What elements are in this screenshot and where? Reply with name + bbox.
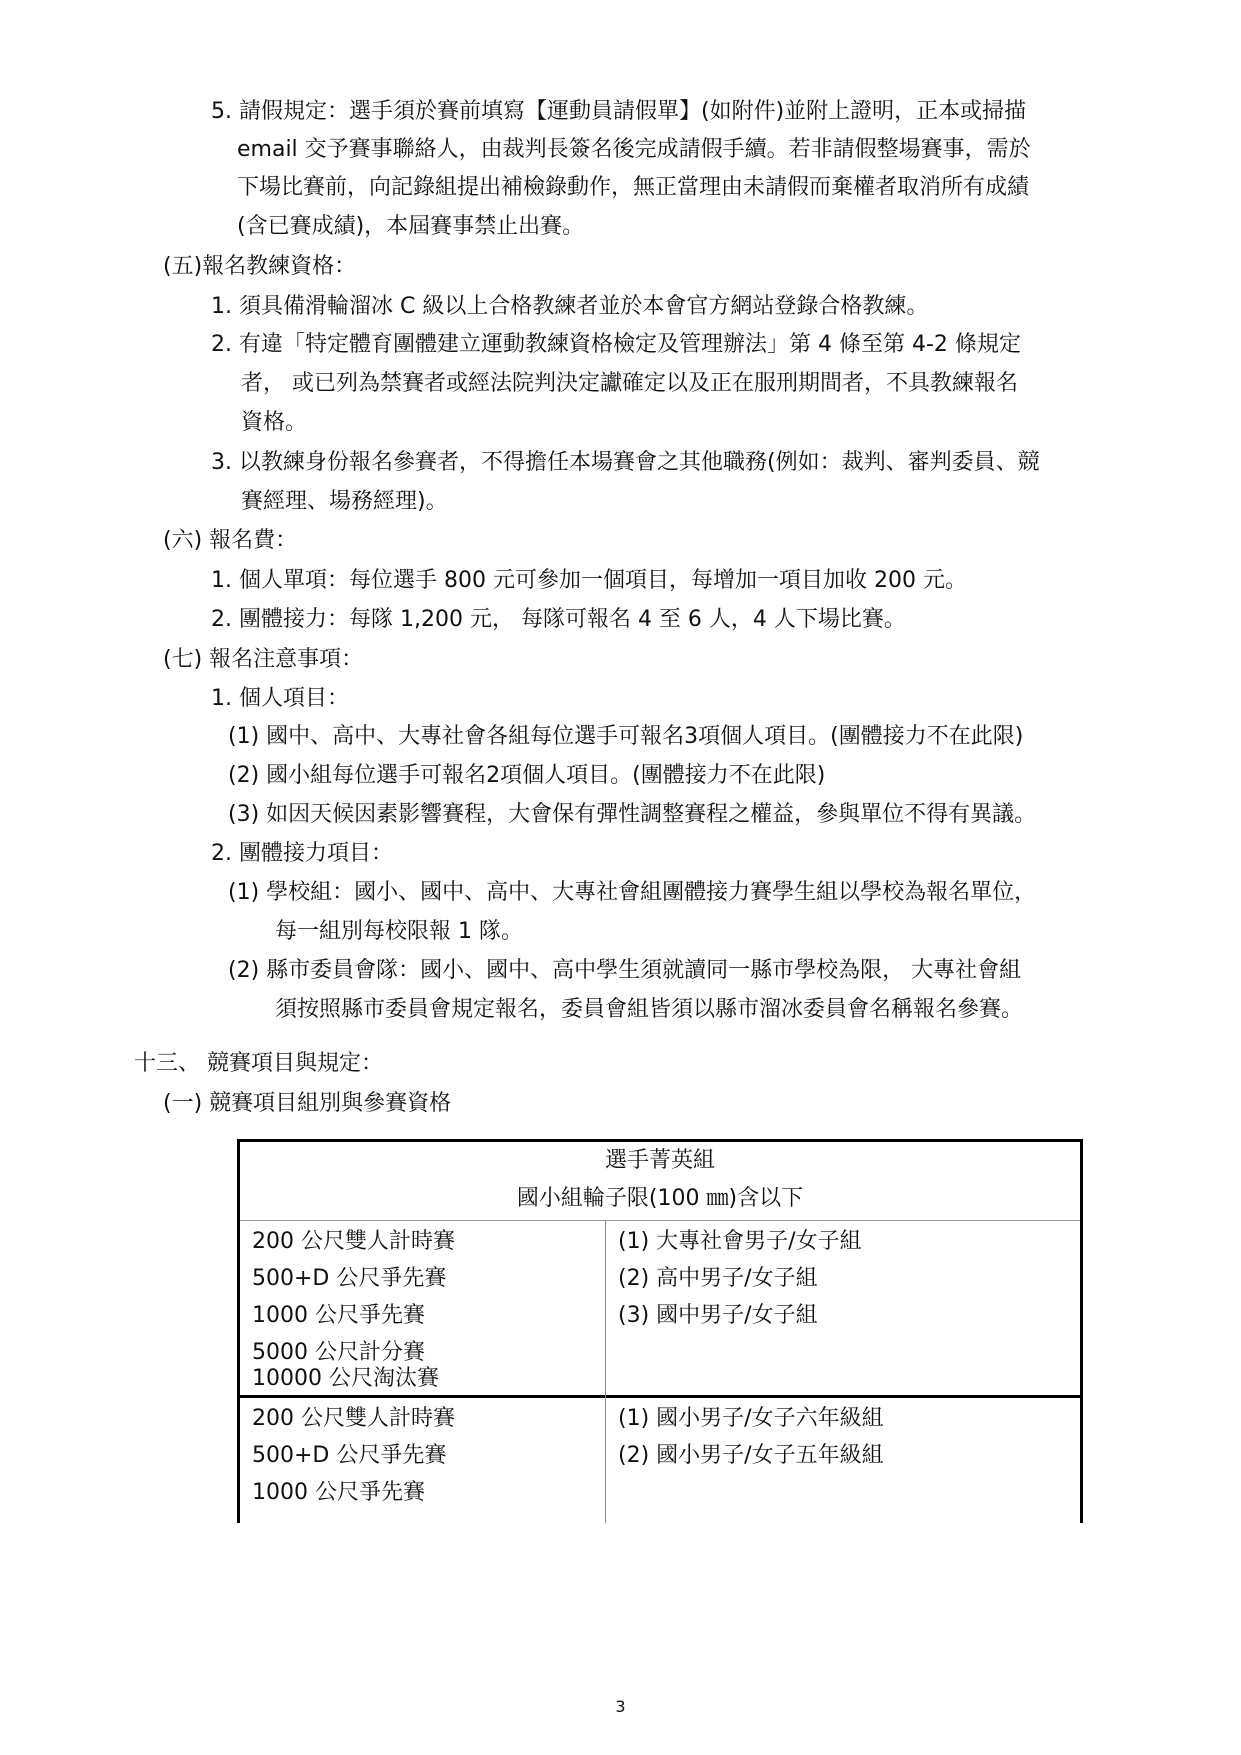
table-header-divider	[240, 1220, 1080, 1221]
notice-relay-2-line-2: 須按照縣市委員會規定報名，委員會組皆須以縣市溜冰委員會名稱報名參賽。	[275, 997, 1024, 1022]
chapter-13-heading: 十三、 競賽項目與規定：	[134, 1051, 383, 1076]
fee-item-2: 2. 團體接力：每隊 1,200 元， 每隊可報名 4 至 6 人，4 人下場比賽。	[211, 607, 906, 632]
coach-item-3-line-2: 賽經理、場務經理)。	[241, 489, 448, 514]
section-1-heading: (一) 競賽項目組別與參賽資格	[163, 1091, 452, 1116]
notice-relay-1-line-1: (1) 學校組：國小、國中、高中、大專社會組團體接力賽學生組以學校為報名單位，	[228, 880, 1037, 905]
table-group: (2) 高中男子/女子組	[618, 1266, 818, 1291]
table-header-title: 選手菁英組	[604, 1148, 715, 1173]
notice-individual-1: (1) 國中、高中、大專社會各組每位選手可報名3項個人項目。(團體接力不在此限)	[228, 724, 1024, 749]
notice-individual-3: (3) 如因天候因素影響賽程，大會保有彈性調整賽程之權益，參與單位不得有異議。	[228, 802, 1037, 827]
notice-relay-heading: 2. 團體接力項目：	[211, 841, 393, 866]
notice-relay-1-line-2: 每一組別每校限報 1 隊。	[275, 919, 523, 944]
notice-relay-2-line-1: (2) 縣市委員會隊：國小、國中、高中學生須就讀同一縣市學校為限， 大專社會組	[228, 958, 1022, 983]
events-table	[237, 1139, 1083, 1523]
table-event: 500+D 公尺爭先賽	[252, 1443, 447, 1468]
coach-item-1: 1. 須具備滑輪溜冰 C 級以上合格教練者並於本會官方網站登錄合格教練。	[211, 294, 929, 319]
rule-5-line-2: email 交予賽事聯絡人，由裁判長簽名後完成請假手續。若非請假整場賽事，需於	[237, 137, 1031, 162]
section-7-heading: (七) 報名注意事項：	[163, 647, 364, 672]
section-5-heading: (五)報名教練資格：	[163, 254, 357, 279]
rule-5-line-4: (含已賽成績)，本屆賽事禁止出賽。	[237, 214, 585, 239]
table-group: (3) 國中男子/女子組	[618, 1303, 818, 1328]
table-event: 1000 公尺爭先賽	[252, 1480, 425, 1505]
table-event: 10000 公尺淘汰賽	[252, 1366, 439, 1391]
notice-individual-heading: 1. 個人項目：	[211, 686, 349, 711]
table-group: (1) 國小男子/女子六年級組	[618, 1406, 884, 1431]
table-header-wheel-limit: 國小組輪子限(100 ㎜)含以下	[516, 1186, 804, 1211]
coach-item-2-line-1: 2. 有違「特定體育團體建立運動教練資格檢定及管理辦法」第 4 條至第 4-2 條規定	[211, 332, 1021, 357]
section-6-heading: (六) 報名費：	[163, 528, 298, 553]
fee-item-1: 1. 個人單項：每位選手 800 元可參加一個項目，每增加一項目加收 200 元。	[211, 568, 967, 593]
coach-item-2-line-2: 者， 或已列為禁賽者或經法院判決定讞確定以及正在服刑期間者，不具教練報名	[241, 371, 1018, 396]
table-event: 500+D 公尺爭先賽	[252, 1266, 447, 1291]
table-event: 1000 公尺爭先賽	[252, 1303, 425, 1328]
rule-5-line-1: 5. 請假規定：選手須於賽前填寫【運動員請假單】(如附件)並附上證明，正本或掃描	[211, 99, 1027, 124]
notice-individual-2: (2) 國小組每位選手可報名2項個人項目。(團體接力不在此限)	[228, 763, 826, 788]
coach-item-2-line-3: 資格。	[241, 410, 308, 435]
table-event: 5000 公尺計分賽	[252, 1340, 425, 1365]
table-event: 200 公尺雙人計時賽	[252, 1406, 455, 1431]
table-group: (1) 大專社會男子/女子組	[618, 1229, 862, 1254]
page-number: 3	[615, 1697, 626, 1716]
table-event: 200 公尺雙人計時賽	[252, 1229, 455, 1254]
rule-5-line-3: 下場比賽前，向記錄組提出補檢錄動作，無正當理由未請假而棄權者取消所有成績	[237, 175, 1030, 200]
table-group: (2) 國小男子/女子五年級組	[618, 1443, 884, 1468]
coach-item-3-line-1: 3. 以教練身份報名參賽者，不得擔任本場賽會之其他職務(例如：裁判、審判委員、競	[211, 450, 1040, 475]
table-column-divider	[605, 1221, 606, 1523]
